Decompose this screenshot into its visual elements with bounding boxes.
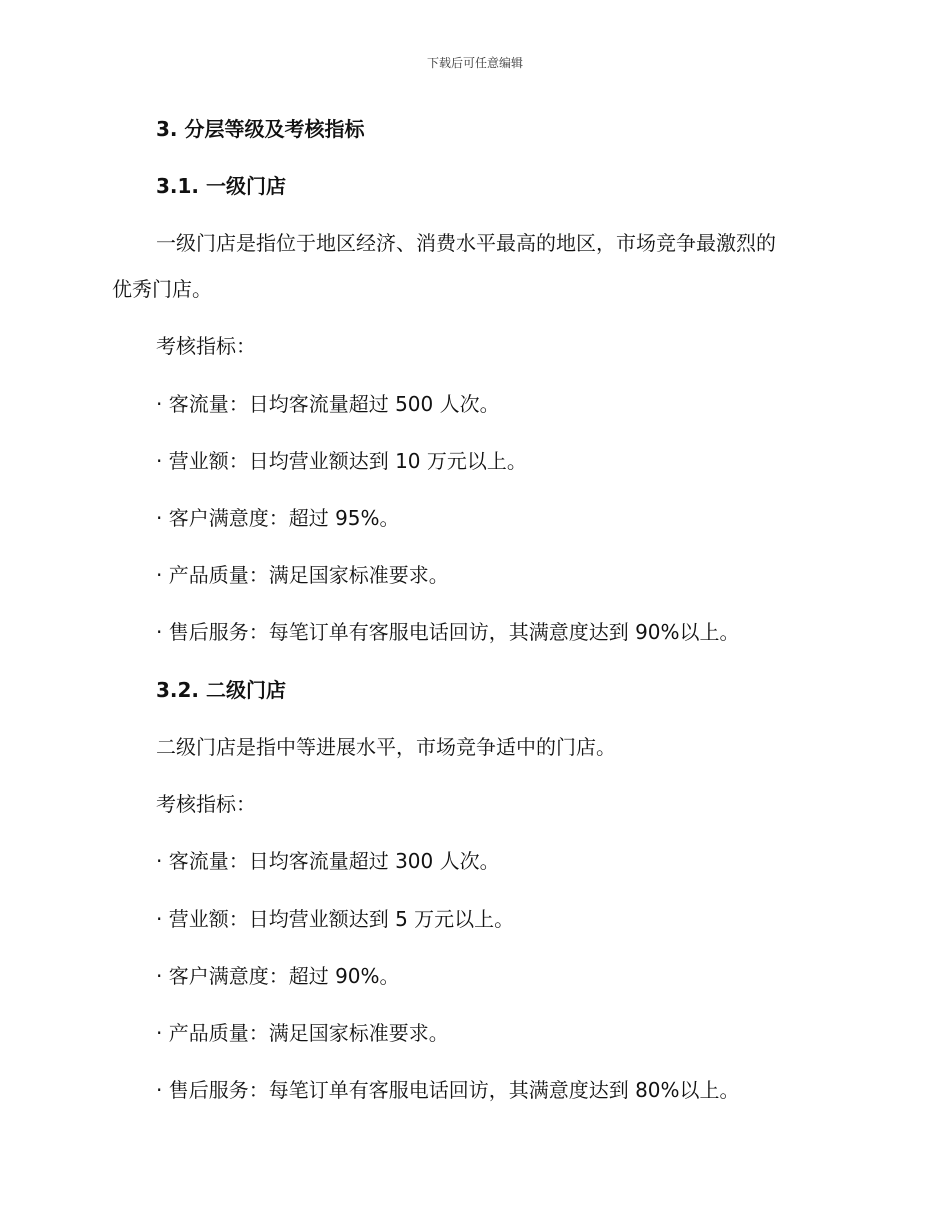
level1-criterion-item: · 产品质量：满足国家标准要求。: [156, 563, 449, 587]
level2-heading: 3.2. 二级门店: [156, 678, 286, 702]
level1-criterion-item: · 营业额：日均营业额达到 10 万元以上。: [156, 449, 527, 473]
page-header-note: 下载后可任意编辑: [426, 56, 523, 70]
level2-criterion-item: · 售后服务：每笔订单有客服电话回访，其满意度达到 80%以上。: [156, 1078, 740, 1102]
level1-criteria-label: 考核指标：: [156, 334, 256, 358]
level1-criterion-item: · 售后服务：每笔订单有客服电话回访，其满意度达到 90%以上。: [156, 620, 740, 644]
level2-criterion-item: · 客户满意度：超过 90%。: [156, 964, 400, 988]
level1-heading: 3.1. 一级门店: [156, 174, 286, 198]
level2-criteria-label: 考核指标：: [156, 792, 256, 816]
level2-criterion-item: · 营业额：日均营业额达到 5 万元以上。: [156, 907, 515, 931]
level2-criterion-item: · 产品质量：满足国家标准要求。: [156, 1021, 449, 1045]
level1-description-line2: 优秀门店。: [112, 277, 212, 301]
level1-description-line1: 一级门店是指位于地区经济、消费水平最高的地区，市场竞争最激烈的: [156, 231, 776, 255]
level2-criterion-item: · 客流量：日均客流量超过 300 人次。: [156, 849, 500, 873]
section-title: 3. 分层等级及考核指标: [156, 117, 365, 141]
level2-description: 二级门店是指中等进展水平，市场竞争适中的门店。: [156, 735, 616, 759]
level1-criterion-item: · 客户满意度：超过 95%。: [156, 506, 400, 530]
level1-criterion-item: · 客流量：日均客流量超过 500 人次。: [156, 392, 500, 416]
